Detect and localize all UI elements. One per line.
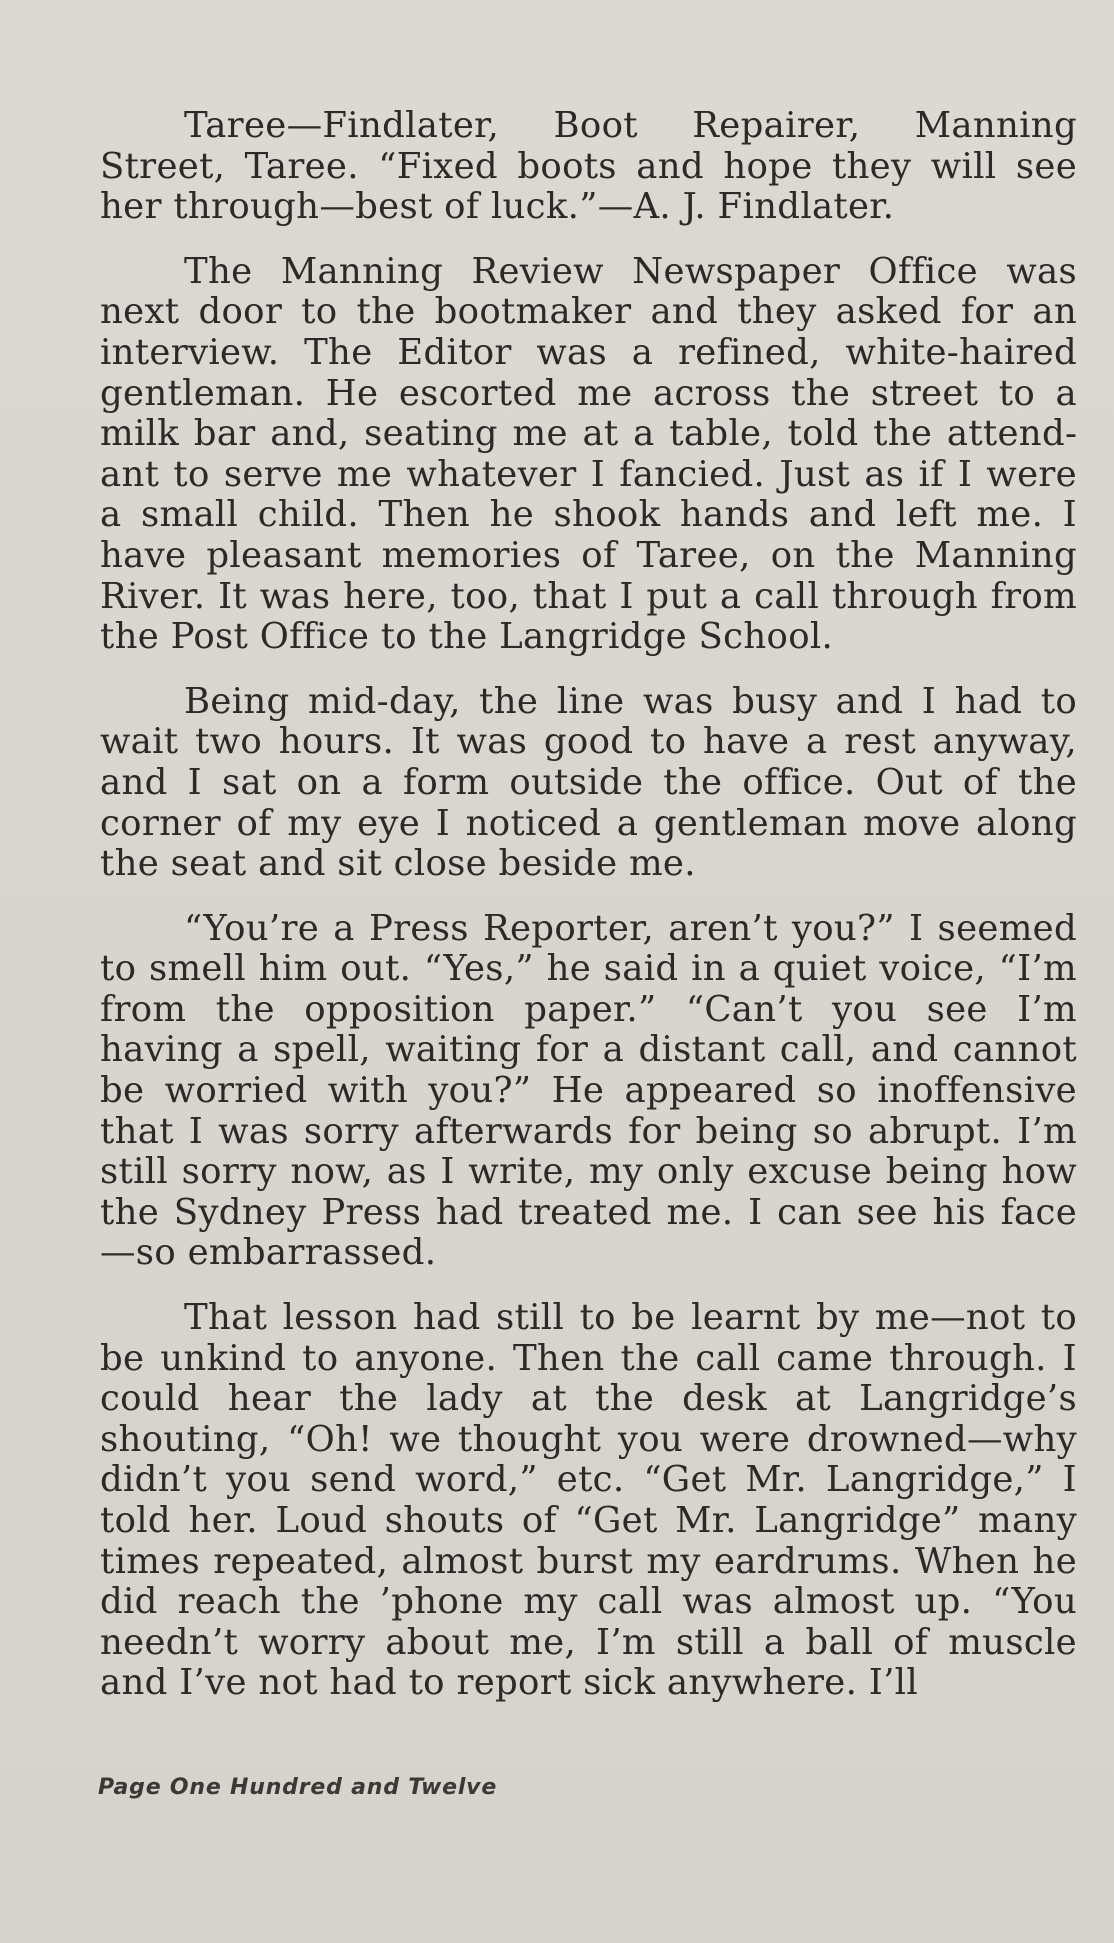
paragraph-3: Being mid-day, the line was busy and I had to wait two hours. It was good to have a rest anyway, and I sat on a form outside the office. Out of the corner of my eye I noticed a gentleman move along the seat and sit close beside me. — [100, 680, 1077, 885]
paragraph-2: The Manning Review Newspaper Office was next door to the bootmaker and they asked for an interview. The Editor was a refined, white-haired gentleman. He escorted me across the street to a milk bar and, seating me at a table, told the attendant to serve me whatever I fancied. Just as if I were a small child. Then he shook hands and left me. I have pleasant memories of Taree, on the Manning River. It was here, too, that I put a call through from the Post Office to the Langridge School. — [100, 250, 1077, 658]
paragraph-4: “You’re a Press Reporter, aren’t you?” I seemed to smell him out. “Yes,” he said in a quiet voice, “I’m from the opposition paper.” “Can’t you see I’m having a spell, waiting for a distant call, and cannot be worried with you?” He appeared so inoffensive that I was sorry afterwards for being so abrupt. I’m still sorry now, as I write, my only excuse being how the Sydney Press had treated me. I can see his face—so embarrassed. — [100, 907, 1077, 1274]
paragraph-1: Taree—Findlater, Boot Repairer, Manning Street, Taree. “Fixed boots and hope they will see her through—best of luck.”—A. J. Findlater. — [100, 105, 1077, 228]
body-text — [100, 106, 1077, 1704]
page-footer: Page One Hundred and Twelve — [98, 1775, 498, 1800]
paragraph-5: That lesson had still to be learnt by me—not to be unkind to anyone. Then the call came through. I could hear the lady at the desk at Langridge’s shouting, “Oh! we thought you were drowned—why didn’t you send word,” etc. “Get Mr. Langridge,” I told her. Loud shouts of “Get Mr. Langridge” many times repeated, almost burst my eardrums. When he did reach the ’phone my call was almost up. “You needn’t worry about me, I’m still a ball of muscle and I’ve not had to report sick anywhere. I’ll — [100, 1297, 1077, 1704]
